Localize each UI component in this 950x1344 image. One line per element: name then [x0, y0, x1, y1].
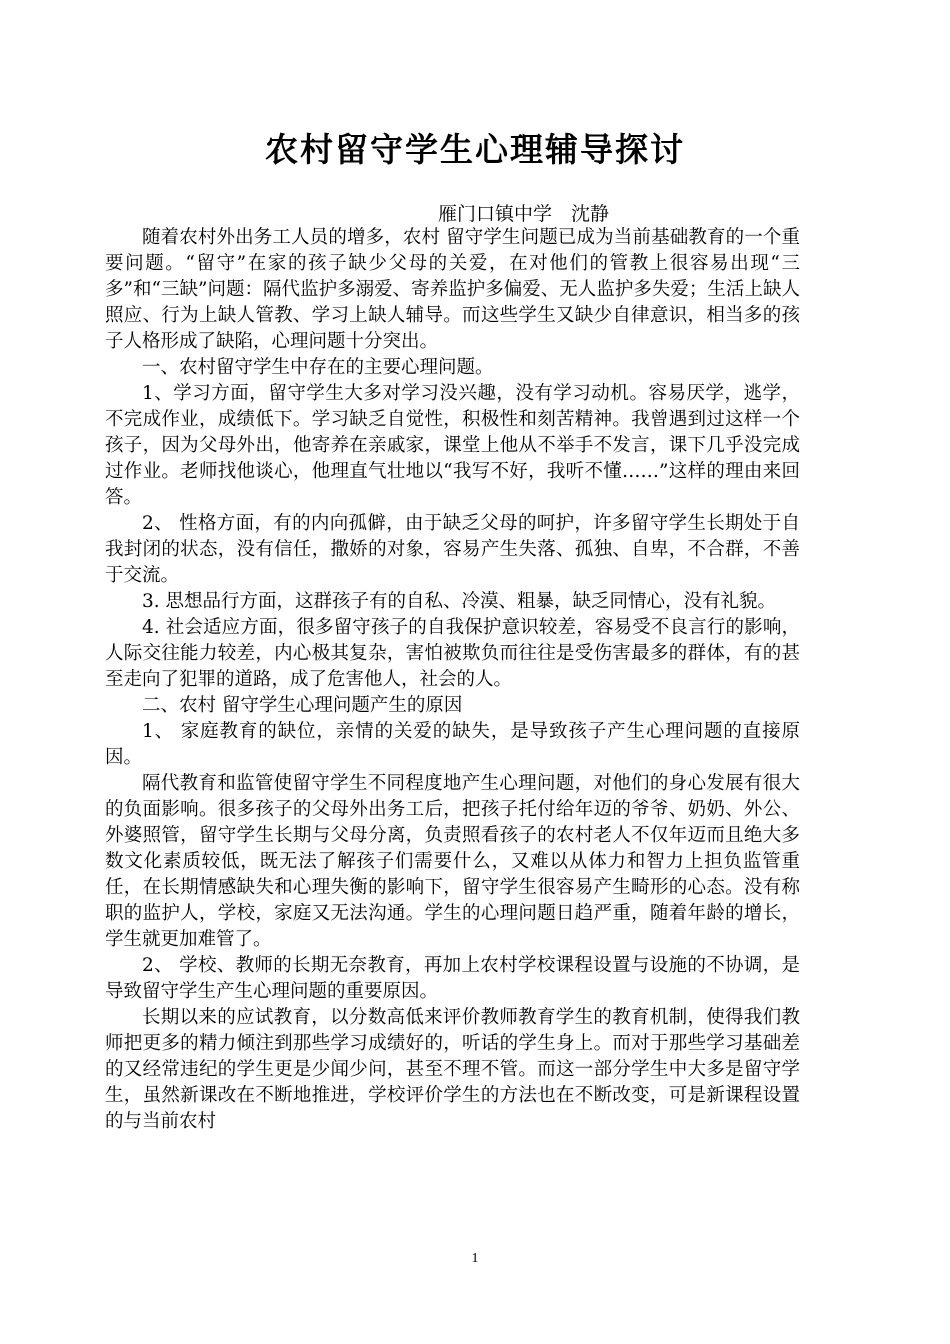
section-heading-2: 二、农村 留守学生心理问题产生的原因: [142, 695, 463, 716]
paragraph: 1、学习方面，留守学生大多对学习没兴趣，没有学习动机。容易厌学，逃学，不完成作业，成绩低下。学习缺乏自觉性，积极性和刻苦精神。我曾遇到过这样一个孩子，因为父母外出，他寄养在亲戚家，课堂上他从不举手不发言，课下几乎没完成过作业。老师找他谈心，他理直气壮地以“我写不好，我听不懂……”这样的理由来回答。: [105, 383, 800, 508]
page-number: 1: [471, 1251, 479, 1266]
author-line: 雁门口镇中学 沈静: [438, 203, 610, 225]
paragraph: 长期以来的应试教育，以分数高低来评价教师教育学生的教育机制，使得我们教师把更多的精力倾注到那些学习成绩好的，听话的学生身上。而对于那些学习基础差的又经常违纪的学生更是少闻少问，甚至不理不管。而这一部分学生中大多是留守学生，虽然新课改在不断地推进，学校评价学生的方法也在不断改变，可是新课程设置的与当前农村: [105, 1007, 800, 1132]
section-heading-1: 一、农村留守学生中存在的主要心理问题。: [142, 357, 494, 378]
document-body: [105, 225, 800, 1135]
paragraph: 隔代教育和监管使留守学生不同程度地产生心理问题，对他们的身心发展有很大的负面影响。很多孩子的父母外出务工后，把孩子托付给年迈的爷爷、奶奶、外公、外婆照管，留守学生长期与父母分离，负责照看孩子的农村老人不仅年迈而且绝大多数文化素质较低，既无法了解孩子们需要什么，又难以从体力和智力上担负监管重任，在长期情感缺失和心理失衡的影响下，留守学生很容易产生畸形的心态。没有称职的监护人，学校，家庭又无法沟通。学生的心理问题日趋严重，随着年龄的增长，学生就更加难管了。: [105, 773, 800, 950]
document-title: 农村留守学生心理辅导探讨: [265, 130, 685, 169]
paragraph: 2、 性格方面，有的内向孤僻，由于缺乏父母的呵护，许多留守学生长期处于自我封闭的状态，没有信任，撒娇的对象，容易产生失落、孤独、自卑，不合群，不善于交流。: [105, 513, 800, 586]
paragraph-intro: 随着农村外出务工人员的增多，农村 留守学生问题已成为当前基础教育的一个重要问题。“留守”在家的孩子缺少父母的关爱，在对他们的管教上很容易出现“三多”和“三缺”问题：隔代监护多溺爱、寄养监护多偏爱、无人监护多失爱；生活上缺人照应、行为上缺人管教、学习上缺人辅导。而这些学生又缺少自律意识，相当多的孩子人格形成了缺陷，心理问题十分突出。: [105, 227, 800, 352]
paragraph: 4. 社会适应方面，很多留守孩子的自我保护意识较差，容易受不良言行的影响，人际交往能力较差，内心极其复杂，害怕被欺负而往往是受伤害最多的群体，有的甚至走向了犯罪的道路，成了危害他人，社会的人。: [105, 617, 800, 690]
paragraph: 3. 思想品行方面，这群孩子有的自私、冷漠、粗暴，缺乏同情心，没有礼貌。: [142, 591, 777, 612]
paragraph: 1、 家庭教育的缺位，亲情的关爱的缺失，是导致孩子产生心理问题的直接原因。: [105, 721, 800, 768]
paragraph: 2、 学校、教师的长期无奈教育，再加上农村学校课程设置与设施的不协调，是导致留守学生产生心理问题的重要原因。: [105, 955, 800, 1002]
